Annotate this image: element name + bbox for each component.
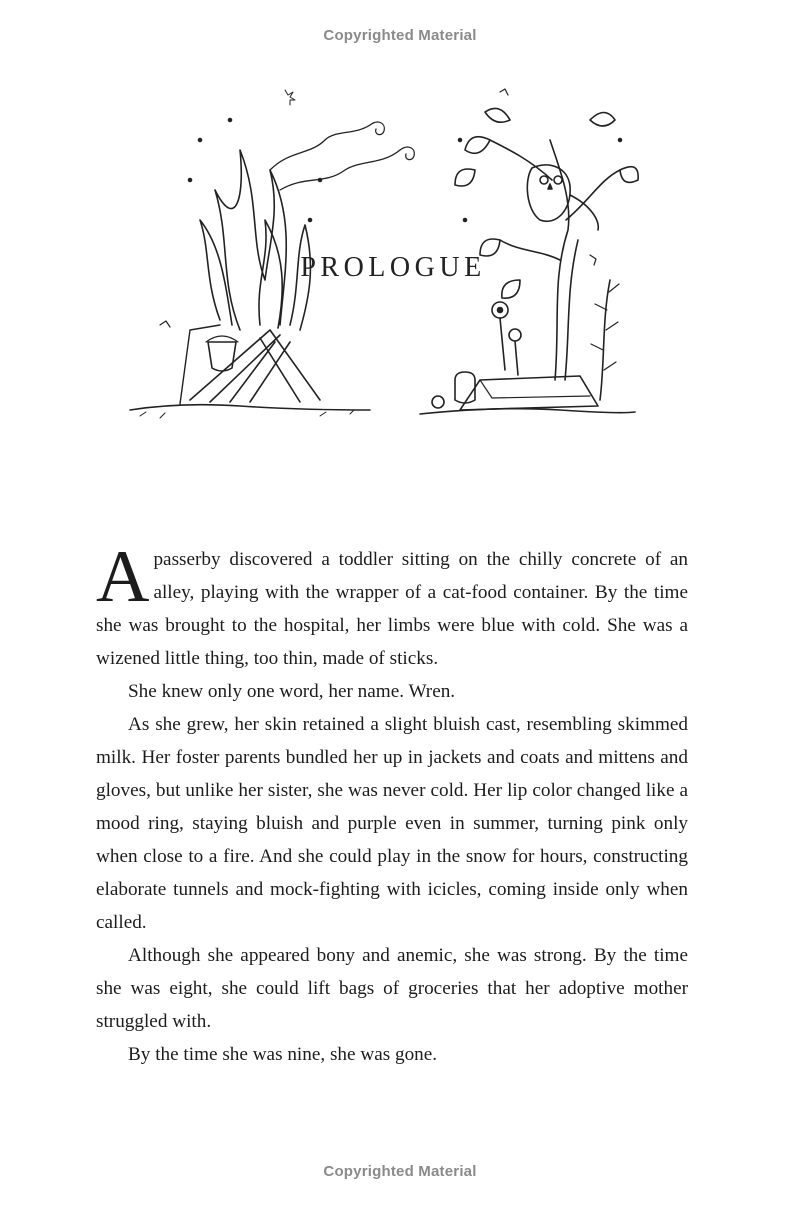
copyright-watermark-bottom: Copyrighted Material xyxy=(323,1163,477,1180)
paragraph-3: As she grew, her skin retained a slight bluish cast, resembling skimmed milk. Her foster parents bundled her up in jackets and coats and mittens and gloves, but unlike her sister, she was never cold. Her lip color changed like a mood ring, staying bluish and purple even in summer, turning pink only when close to a fire. And she could play in the snow for hours, constructing elaborate tunnels and mock-fighting with icicles, coming inside only when called. xyxy=(96,714,688,933)
drop-cap: A xyxy=(96,536,150,618)
copyright-watermark-top: Copyrighted Material xyxy=(323,27,477,44)
paragraph-4: Although she appeared bony and anemic, she was strong. By the time she was eight, she could lift bags of groceries that her adoptive mother struggled with. xyxy=(96,945,688,1032)
body-text xyxy=(96,536,688,1071)
paragraph-2: She knew only one word, her name. Wren. xyxy=(128,681,456,702)
paragraph-1-text: passerby discovered a toddler sitting on the chilly concrete of an alley, playing with the wrapper of a cat-food container. By the time she was brought to the hospital, her limbs were blue with cold. She was a wizened little thing, too thin, made of sticks. xyxy=(96,549,688,669)
paragraph-5: By the time she was nine, she was gone. xyxy=(128,1044,438,1065)
paragraph-1 xyxy=(96,536,688,675)
chapter-title: PROLOGUE xyxy=(300,252,486,283)
